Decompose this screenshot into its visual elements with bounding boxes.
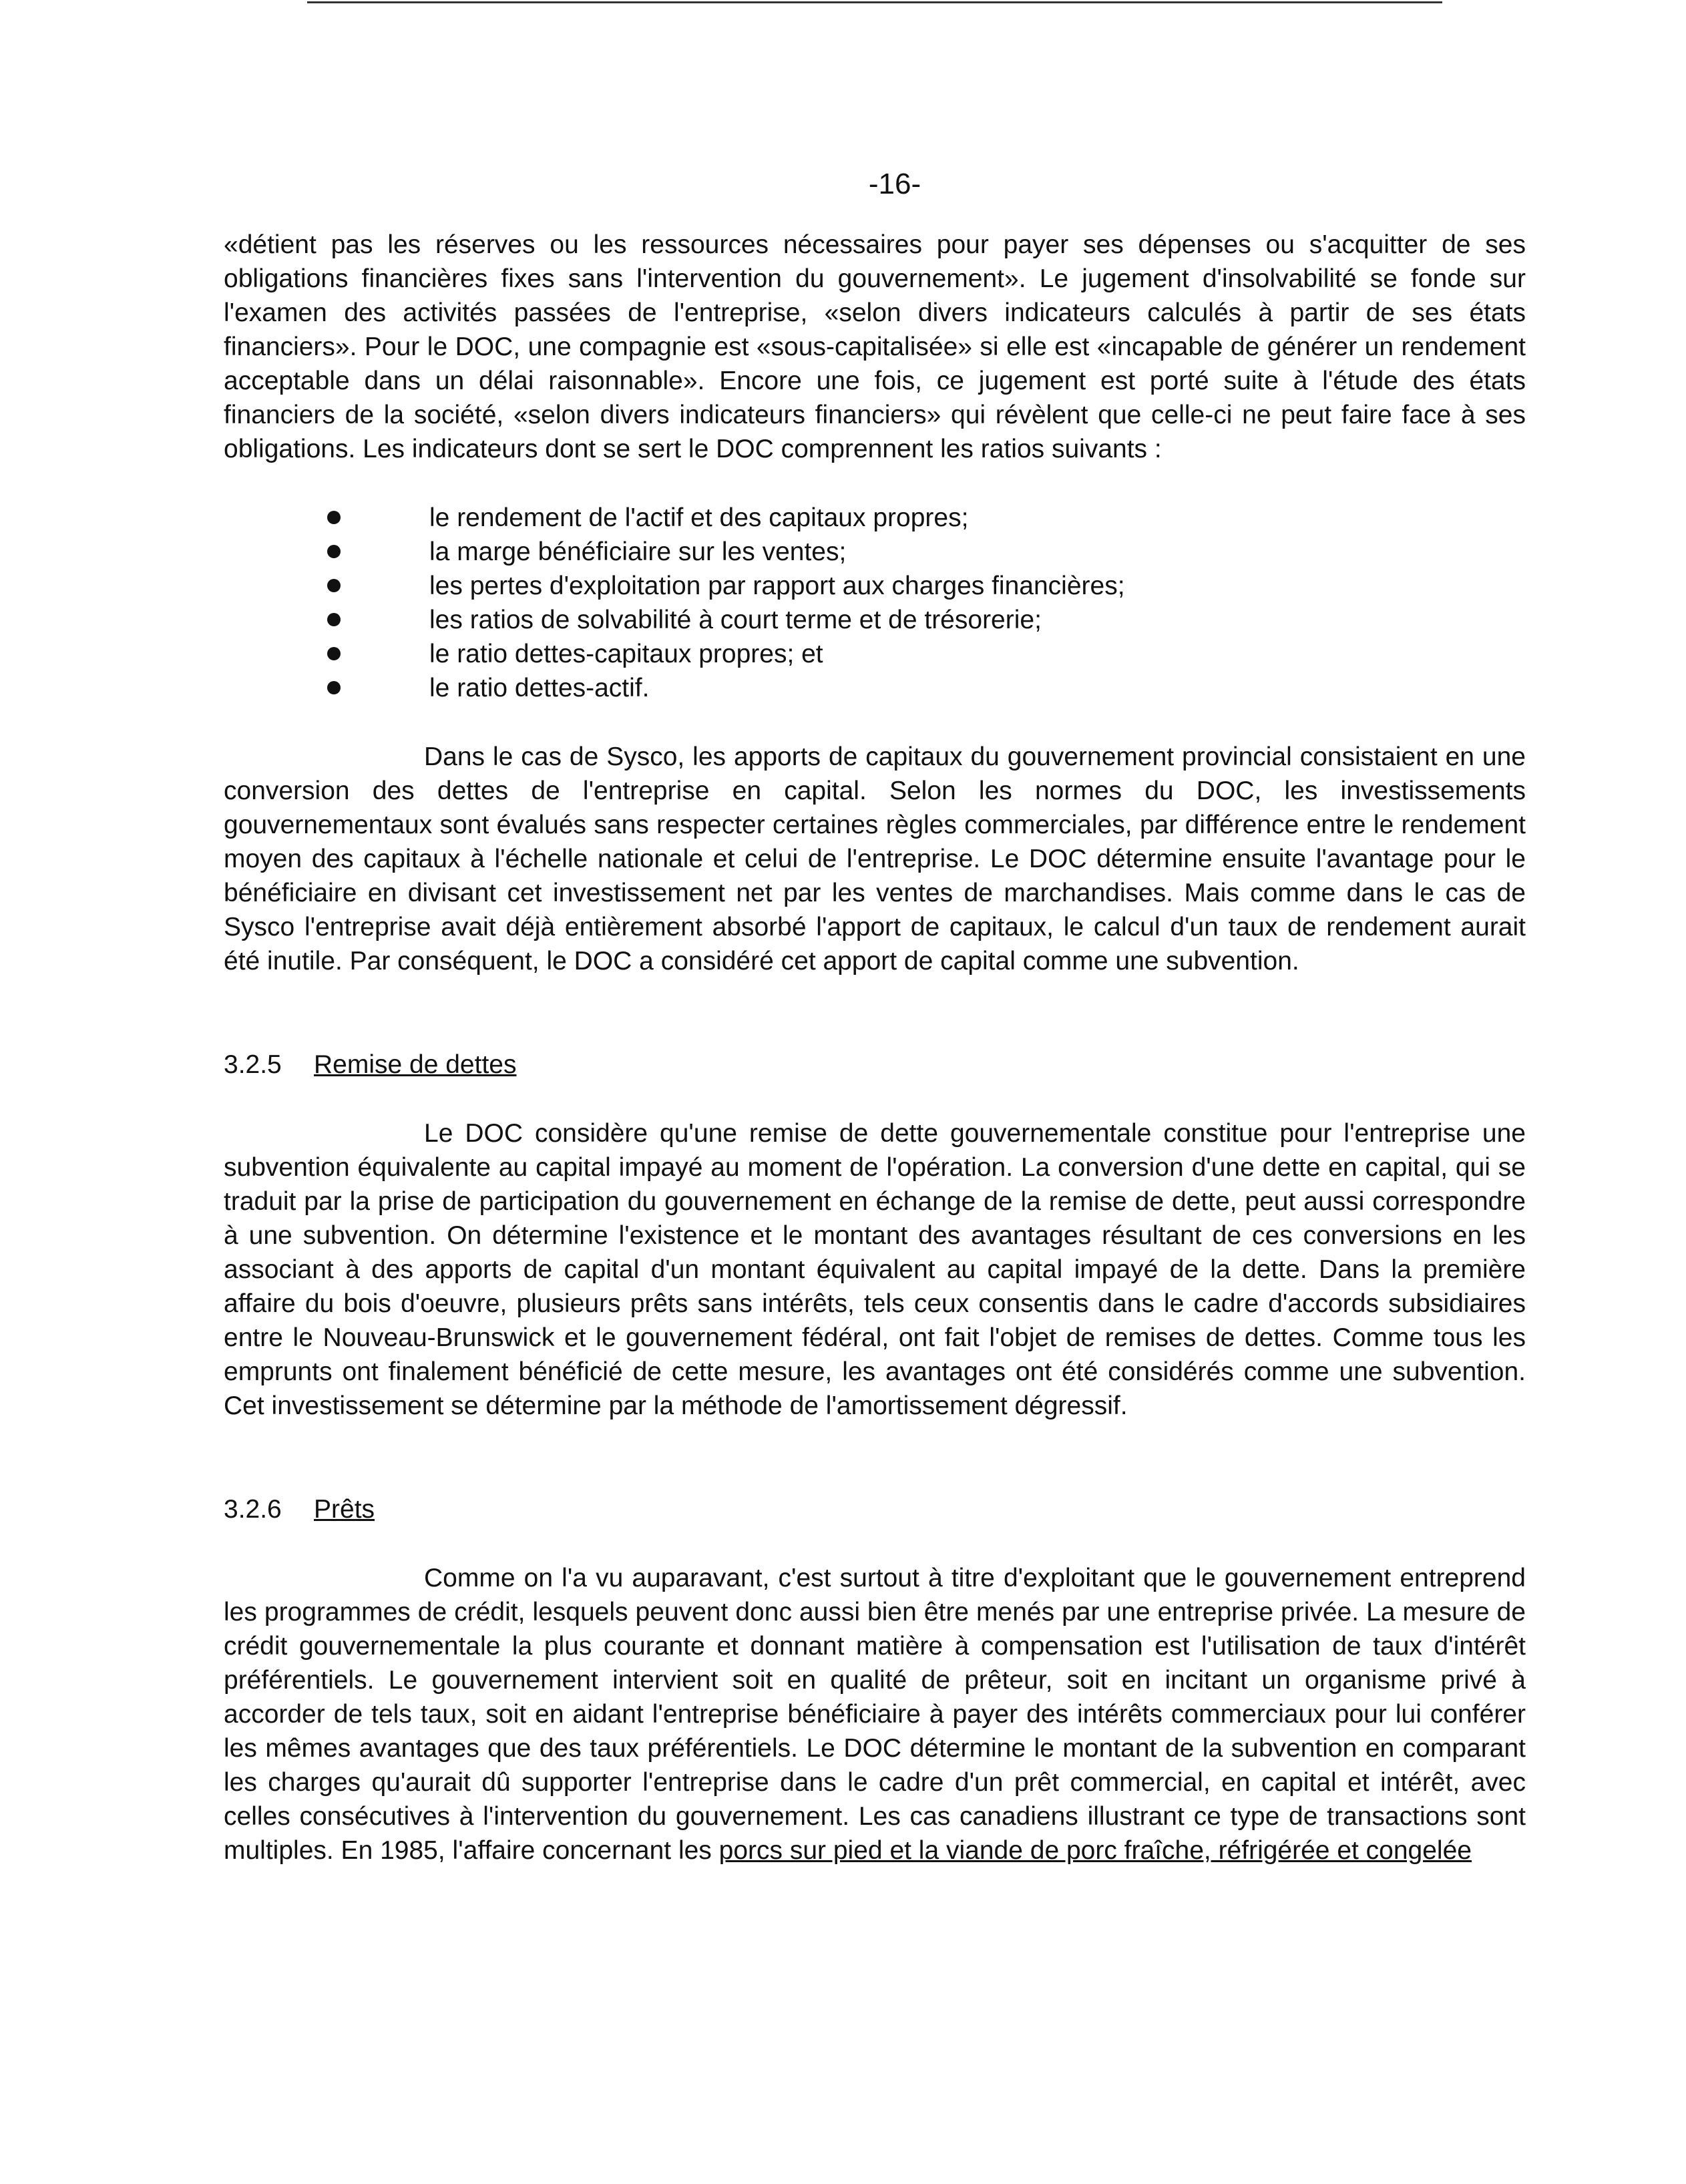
list-item — [224, 671, 1526, 705]
section-title: Prêts — [314, 1495, 375, 1524]
section-heading-325 — [224, 1048, 1526, 1082]
document-page — [224, 154, 1526, 1868]
list-item — [224, 535, 1526, 569]
list-item — [224, 603, 1526, 637]
list-item-text: le ratio dettes-capitaux propres; et — [429, 640, 823, 668]
sysco-paragraph: Dans le cas de Sysco, les apports de capitaux du gouvernement provincial consistaient en une conversion des dettes de l'entreprise en capital. Selon les normes du DOC, les investissements gouvernementaux sont évalués sans respecter certaines règles commerciales, par différence entre le rendement moyen des capitaux à l'échelle nationale et celui de l'entreprise. Le DOC détermine ensuite l'avantage pour le bénéficiaire en divisant cet investissement net par les ventes de marchandises. Mais comme dans le cas de Sysco l'entreprise avait déjà entièrement absorbé l'apport de capitaux, le calcul d'un taux de rendement aurait été inutile. Par conséquent, le DOC a considéré cet apport de capital comme une subvention. — [224, 742, 1526, 975]
top-rule — [307, 1, 1442, 3]
intro-paragraph: «détient pas les réserves ou les ressources nécessaires pour payer ses dépenses ou s'acquitter de ses obligations financières fixes sans l'intervention du gouvernement». Le jugement d'insolvabilité se fonde sur l'examen des activités passées de l'entreprise, «selon divers indicateurs calculés à partir de ses états financiers». Pour le DOC, une compagnie est «sous-capitalisée» si elle est «incapable de générer un rendement acceptable dans un délai raisonnable». Encore une fois, ce jugement est porté suite à l'étude des états financiers de la société, «selon divers indicateurs financiers» qui révèlent que celle-ci ne peut faire face à ses obligations. Les indicateurs dont se sert le DOC comprennent les ratios suivants : — [224, 230, 1526, 463]
list-item-text: la marge bénéficiaire sur les ventes; — [429, 537, 847, 566]
list-item-text: les ratios de solvabilité à court terme et de trésorerie; — [429, 606, 1042, 634]
bullet-icon — [327, 545, 341, 558]
prets-paragraph — [224, 1561, 1526, 1868]
section-title: Remise de dettes — [314, 1050, 517, 1079]
bullet-icon — [327, 647, 341, 660]
bullet-icon — [327, 681, 341, 694]
ratios-list — [224, 501, 1526, 705]
bullet-icon — [327, 613, 341, 626]
prets-text: Comme on l'a vu auparavant, c'est surtout à titre d'exploitant que le gouvernement entreprend les programmes de crédit, lesquels peuvent donc aussi bien être menés par une entreprise privée. La mesure de crédit gouvernementale la plus courante et donnant matière à compensation est l'utilisation de taux d'intérêt préférentiels. Le gouvernement intervient soit en qualité de prêteur, soit en incitant un organisme privé à accorder de tels taux, soit en aidant l'entreprise bénéficiaire à payer des intérêts commerciaux pour lui conférer les mêmes avantages que des taux préférentiels. Le DOC détermine le montant de la subvention en comparant les charges qu'aurait dû supporter l'entreprise dans le cadre d'un prêt commercial, en capital et intérêt, avec celles consécutives à l'intervention du gouvernement. Les cas canadiens illustrant ce type de transactions sont multiples. En 1985, l'affaire concernant les — [224, 1564, 1526, 1865]
list-item — [224, 569, 1526, 603]
section-number: 3.2.6 — [224, 1495, 282, 1524]
remise-paragraph: Le DOC considère qu'une remise de dette gouvernementale constitue pour l'entreprise une subvention équivalente au capital impayé au moment de l'opération. La conversion d'une dette en capital, qui se traduit par la prise de participation du gouvernement en échange de la remise de dette, peut aussi correspondre à une subvention. On détermine l'existence et le montant des avantages résultant de ces conversions en les associant à des apports de capital d'un montant équivalent au capital impayé de la dette. Dans la première affaire du bois d'oeuvre, plusieurs prêts sans intérêts, tels ceux consentis dans le cadre d'accords subsidiaires entre le Nouveau-Brunswick et le gouvernement fédéral, ont fait l'objet de remises de dettes. Comme tous les emprunts ont finalement bénéficié de cette mesure, les avantages ont été considérés comme une subvention. Cet investissement se détermine par la méthode de l'amortissement dégressif. — [224, 1119, 1526, 1420]
page-number: -16- — [868, 168, 921, 200]
list-item-text: les pertes d'exploitation par rapport aux charges financières; — [429, 572, 1125, 600]
list-item-text: le rendement de l'actif et des capitaux propres; — [429, 503, 969, 532]
list-item — [224, 501, 1526, 535]
bullet-icon — [327, 579, 341, 592]
section-heading-326 — [224, 1492, 1526, 1526]
list-item — [224, 637, 1526, 671]
case-title-underlined: porcs sur pied et la viande de porc fraîche, réfrigérée et congelée — [718, 1836, 1472, 1865]
list-item-text: le ratio dettes-actif. — [429, 674, 650, 702]
bullet-icon — [327, 511, 341, 524]
section-number: 3.2.5 — [224, 1050, 282, 1079]
